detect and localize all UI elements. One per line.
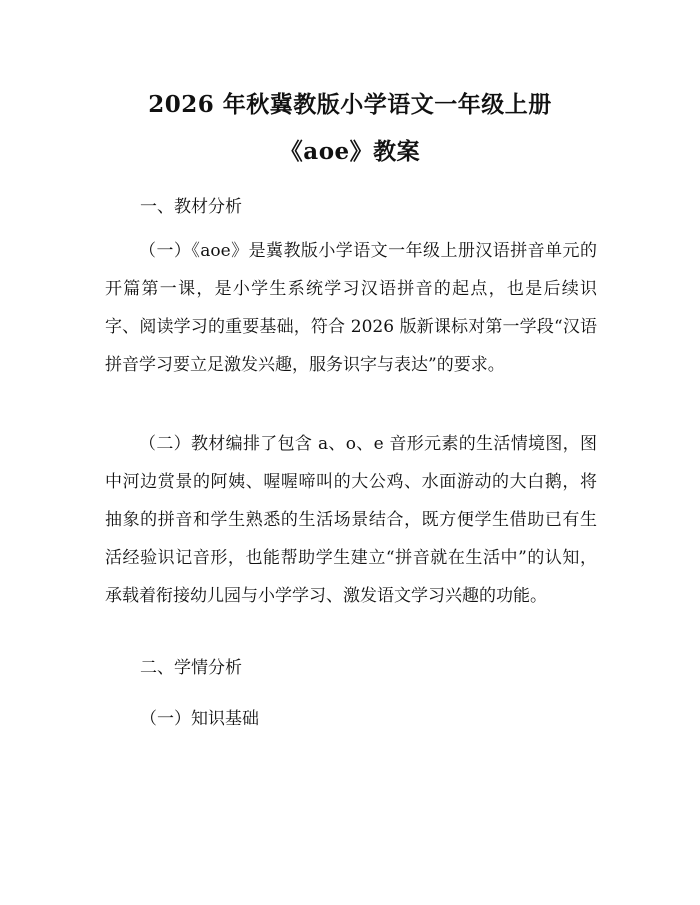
section-heading-textbook-analysis: 一、教材分析 <box>140 197 242 217</box>
document-title: 2026 年秋冀教版小学语文一年级上册 <box>148 91 552 118</box>
section-heading-learner-analysis: 二、学情分析 <box>140 658 242 678</box>
document-subtitle: 《aoe》教案 <box>279 138 421 165</box>
paragraph-textbook-illustration: （二）教材编排了包含 a、o、e 音形元素的生活情境图，图中河边赏景的阿姨、喔喔啼叫的大公鸡、水面游动的大白鹅，将抽象的拼音和学生熟悉的生活场景结合，既方便学生借助已有生活经验识记音形，也能帮助学生建立“拼音就在生活中”的认知，承载着衔接幼儿园与小学学习、激发语文学习兴趣的功能。 <box>105 434 597 606</box>
subsection-heading-knowledge-base: （一）知识基础 <box>140 709 259 729</box>
paragraph-textbook-overview: （一）《aoe》是冀教版小学语文一年级上册汉语拼音单元的开篇第一课，是小学生系统学习汉语拼音的起点，也是后续识字、阅读学习的重要基础，符合 2026 版新课标对第一学段“汉语拼音学习要立足激发兴趣，服务识字与表达”的要求。 <box>105 241 597 375</box>
